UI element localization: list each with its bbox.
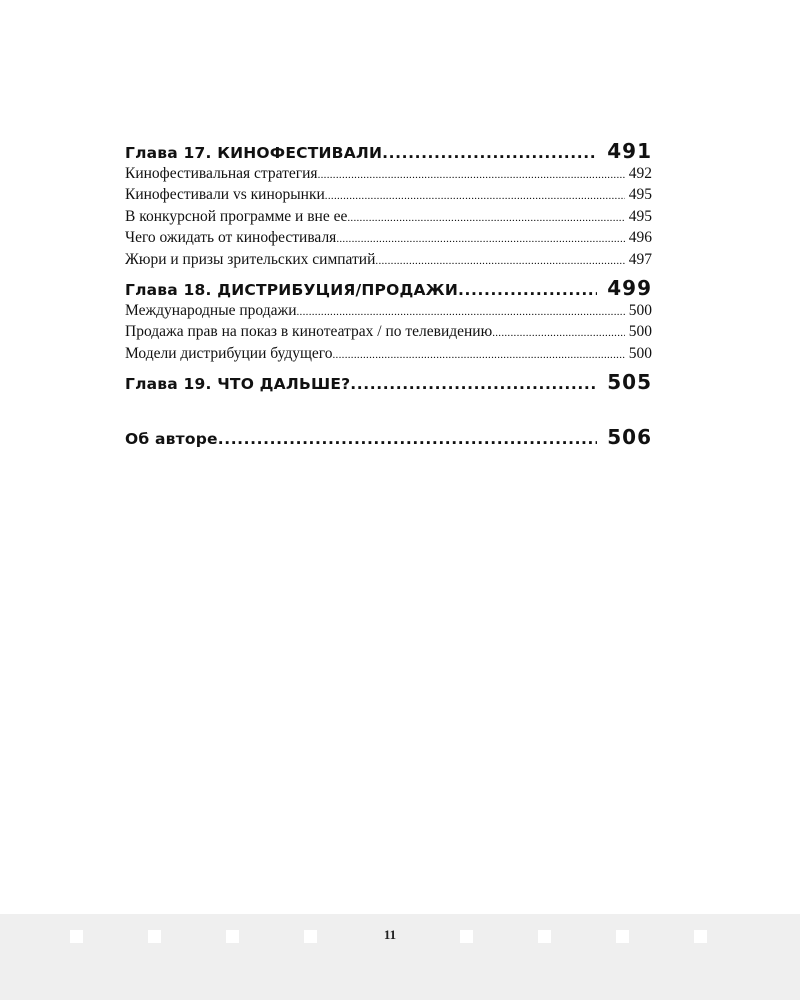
dot-leader: [218, 427, 598, 451]
dot-leader: [492, 323, 625, 344]
dot-leader: [333, 345, 625, 366]
entry-page: 500: [628, 301, 652, 319]
entry-page: 497: [628, 250, 652, 268]
entry-title: Модели дистрибуции будущего: [125, 344, 333, 362]
entry-title: Кинофестивали vs кинорынки: [125, 186, 325, 204]
toc-entry: [125, 321, 652, 342]
toc-chapter-17: [125, 139, 652, 163]
dot-leader: [458, 278, 597, 302]
entry-page: 495: [628, 207, 652, 225]
toc-entry: [125, 249, 652, 270]
entry-page: 496: [628, 229, 652, 247]
dot-leader: [297, 302, 625, 323]
entry-title: В конкурсной программе и вне ее: [125, 207, 348, 225]
page-number: 505: [607, 370, 652, 395]
film-perforation-square: [538, 930, 551, 943]
entry-title: Чего ожидать от кинофестиваля: [125, 229, 337, 247]
toc-entry: [125, 163, 652, 184]
entry-page: 492: [628, 165, 652, 182]
table-of-contents: [125, 139, 652, 449]
toc-entry: [125, 206, 652, 227]
footer-page-number: 11: [383, 927, 397, 942]
film-perforation-square: [226, 930, 239, 943]
film-perforation-square: [148, 930, 161, 943]
chapter-title: Глава 18. ДИСТРИБУЦИЯ/ПРОДАЖИ: [125, 280, 459, 299]
film-perforation-square: [304, 930, 317, 943]
dot-leader: [336, 229, 624, 250]
spacer: [125, 394, 652, 425]
page-number: 491: [607, 139, 652, 163]
dot-leader: [318, 165, 625, 186]
page-footer: [0, 914, 800, 1000]
film-perforation-square: [694, 930, 707, 943]
entry-page: 495: [628, 186, 652, 204]
toc-entry: [125, 300, 652, 321]
film-perforation-square: [70, 930, 83, 943]
chapter-title: Глава 19. ЧТО ДАЛЬШЕ?: [125, 375, 351, 394]
film-perforation-square: [460, 930, 473, 943]
toc-about-author: [125, 425, 652, 449]
entry-title: Продажа прав на показ в кинотеатрах / по телевидению: [125, 323, 493, 341]
toc-chapter-19: [125, 370, 652, 394]
entry-page: 500: [628, 344, 652, 362]
dot-leader: [325, 186, 625, 207]
entry-page: 500: [628, 323, 652, 341]
film-perforation-square: [616, 930, 629, 943]
entry-title: Международные продажи: [125, 301, 297, 319]
entry-title: Жюри и призы зрительских симпатий: [125, 250, 376, 268]
entry-title: Кинофестивальная стратегия: [125, 165, 318, 182]
chapter-title: Глава 17. КИНОФЕСТИВАЛИ: [125, 144, 383, 162]
toc-entry: [125, 343, 652, 364]
about-title: Об авторе: [125, 430, 218, 449]
toc-entry: [125, 227, 652, 248]
dot-leader: [350, 372, 597, 396]
page-number: 506: [607, 425, 652, 450]
page-number: 499: [607, 275, 652, 300]
toc-entry: [125, 184, 652, 205]
dot-leader: [375, 251, 624, 272]
dot-leader: [347, 208, 624, 229]
dot-leader: [382, 141, 597, 165]
toc-chapter-18: [125, 276, 652, 300]
